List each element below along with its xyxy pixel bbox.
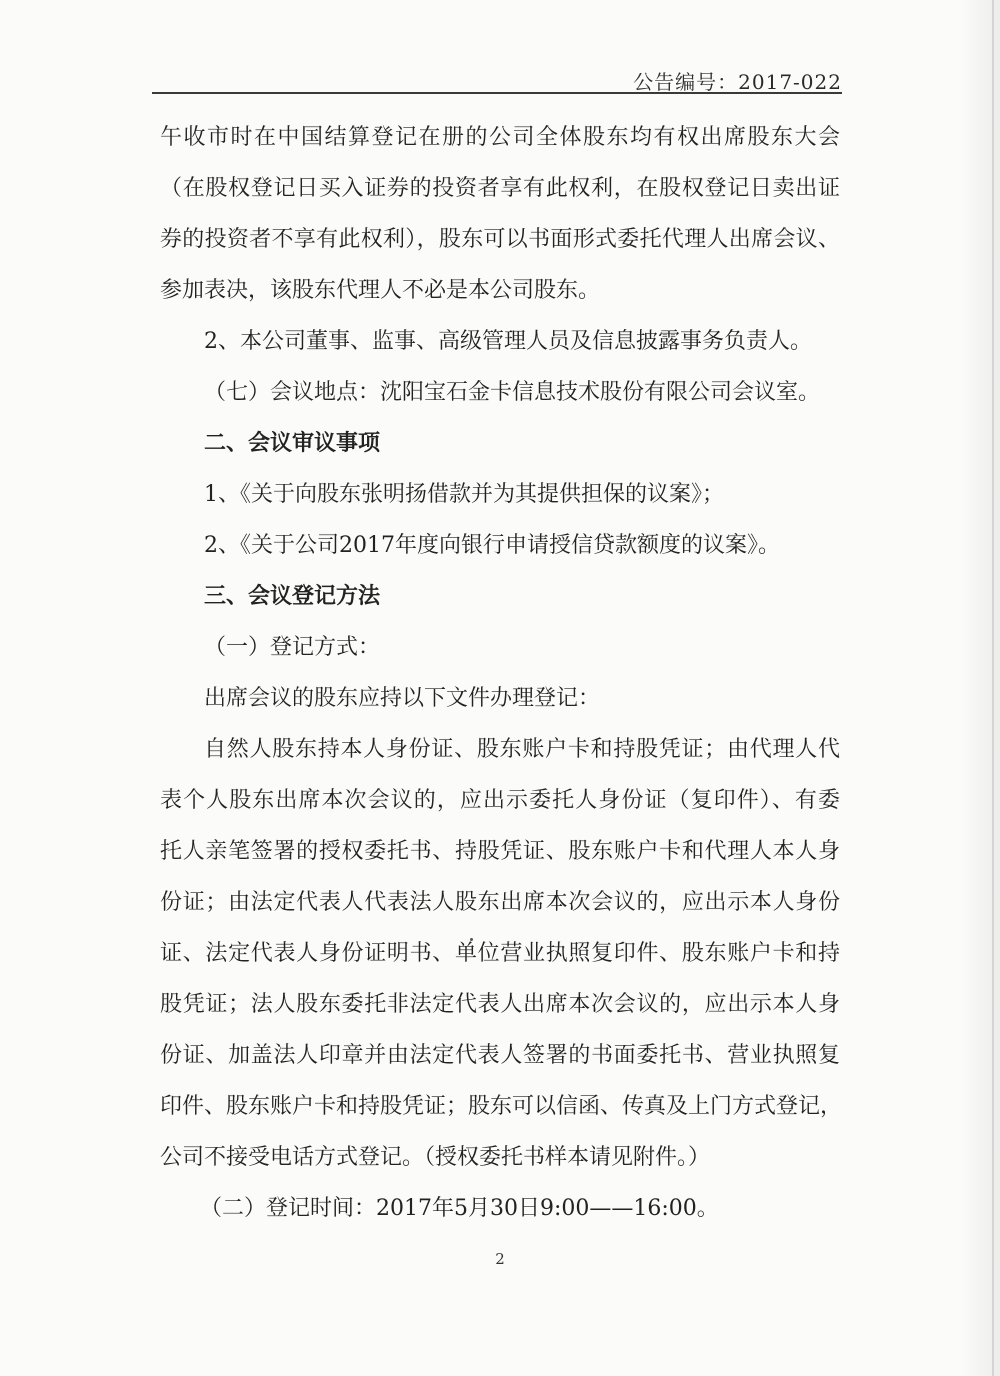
agenda-item: 1、《关于向股东张明扬借款并为其提供担保的议案》； [204, 482, 724, 507]
scan-shadow [960, 0, 1000, 1376]
body-line: 证、法定代表人身份证明书、单位营业执照复印件、股东账户卡和持 [160, 941, 840, 966]
registration-time: （二）登记时间：2017年5月30日9:00——16:00。 [200, 1196, 719, 1221]
body-line: 公司不接受电话方式登记。（授权委托书样本请见附件。） [160, 1145, 711, 1170]
body-line: 2、本公司董事、监事、高级管理人员及信息披露事务负责人。 [204, 329, 812, 354]
meeting-location: （七）会议地点：沈阳宝石金卡信息技术股份有限公司会议室。 [204, 380, 821, 405]
body-line: 参加表决，该股东代理人不必是本公司股东。 [160, 278, 601, 303]
body-line: 份证、加盖法人印章并由法定代表人签署的书面委托书、营业执照复 [160, 1043, 840, 1068]
announcement-number: 公告编号：2017-022 [633, 70, 842, 94]
body-line: 份证；由法定代表人代表法人股东出席本次会议的，应出示本人身份 [160, 890, 840, 915]
scan-edge [992, 0, 994, 1376]
scan-speck [470, 938, 473, 941]
section-heading: 二、会议审议事项 [204, 430, 381, 456]
sub-heading: （一）登记方式： [204, 635, 381, 660]
page-header [152, 64, 842, 94]
body-line: 出席会议的股东应持以下文件办理登记： [204, 686, 601, 711]
body-line: 股凭证；法人股东委托非法定代表人出席本次会议的，应出示本人身 [160, 992, 840, 1017]
body-line: 午收市时在中国结算登记在册的公司全体股东均有权出席股东大会 [160, 125, 840, 150]
agenda-item: 2、《关于公司2017年度向银行申请授信贷款额度的议案》。 [204, 533, 780, 558]
body-line: 托人亲笔签署的授权委托书、持股凭证、股东账户卡和代理人本人身 [160, 839, 840, 864]
body-line: 表个人股东出席本次会议的，应出示委托人身份证（复印件）、有委 [160, 788, 840, 813]
body-line: 券的投资者不享有此权利），股东可以书面形式委托代理人出席会议、 [160, 227, 840, 252]
body-line: 印件、股东账户卡和持股凭证；股东可以信函、传真及上门方式登记， [160, 1094, 843, 1119]
header-rule [152, 92, 842, 94]
body-line: （在股权登记日买入证券的投资者享有此权利，在股权登记日卖出证 [160, 176, 840, 201]
body-line: 自然人股东持本人身份证、股东账户卡和持股凭证；由代理人代 [204, 737, 840, 762]
page-number: 2 [495, 1250, 505, 1268]
section-heading: 三、会议登记方法 [204, 583, 381, 609]
